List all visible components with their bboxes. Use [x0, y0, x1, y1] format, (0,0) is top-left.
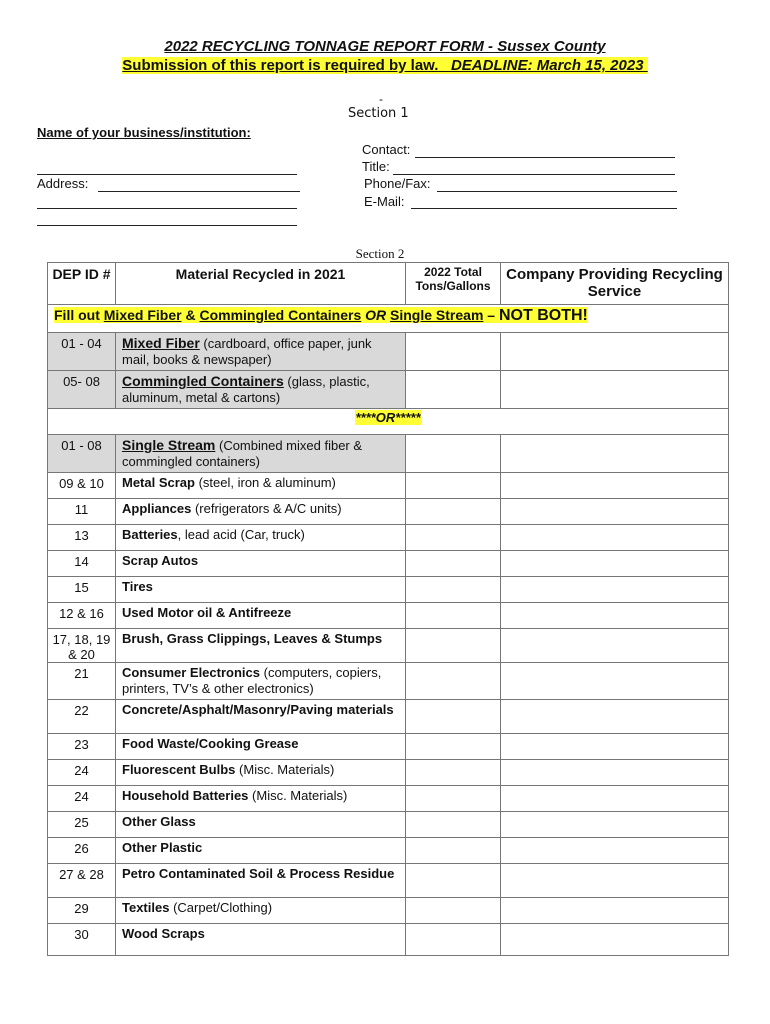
or-label: ****OR***** — [355, 410, 421, 425]
material-cell — [116, 760, 406, 786]
dep-id-cell: 13 — [48, 525, 116, 551]
material-cell — [116, 812, 406, 838]
material-name: Tires — [122, 579, 153, 594]
material-name: Single Stream — [122, 437, 216, 453]
dep-id-cell: 17, 18, 19 & 20 — [48, 629, 116, 663]
tons-input-cell[interactable] — [406, 551, 501, 577]
company-input-cell[interactable] — [501, 435, 729, 473]
material-cell — [116, 864, 406, 898]
address-field-2[interactable] — [37, 208, 297, 209]
table-row — [48, 551, 729, 577]
tons-input-cell[interactable] — [406, 371, 501, 409]
material-name: Scrap Autos — [122, 553, 199, 568]
tons-input-cell[interactable] — [406, 435, 501, 473]
section2-heading: Section 2 — [355, 246, 405, 261]
material-cell — [116, 525, 406, 551]
dep-id-cell: 24 — [48, 760, 116, 786]
company-input-cell[interactable] — [501, 577, 729, 603]
material-name: Other Plastic — [122, 840, 203, 855]
company-input-cell[interactable] — [501, 333, 729, 371]
material-name: Appliances — [122, 501, 192, 516]
tons-input-cell[interactable] — [406, 734, 501, 760]
material-desc: (Misc. Materials) — [248, 788, 348, 803]
table-row — [48, 371, 729, 409]
tons-input-cell[interactable] — [406, 700, 501, 734]
table-row — [48, 629, 729, 663]
material-desc: (Carpet/Clothing) — [169, 900, 273, 915]
material-cell — [116, 551, 406, 577]
company-input-cell[interactable] — [501, 525, 729, 551]
company-input-cell[interactable] — [501, 812, 729, 838]
table-row — [48, 603, 729, 629]
material-name: Other Glass — [122, 814, 196, 829]
material-cell — [116, 898, 406, 924]
material-cell — [116, 700, 406, 734]
col-company: Company Providing Recycling Service — [501, 263, 729, 305]
company-input-cell[interactable] — [501, 734, 729, 760]
contact-label: Contact: — [362, 142, 411, 157]
material-desc: (cardboard, office paper, junk mail, books & newspaper) — [122, 336, 372, 367]
tons-input-cell[interactable] — [406, 898, 501, 924]
dep-id-cell: 14 — [48, 551, 116, 577]
tonnage-table — [47, 262, 729, 956]
material-desc: (glass, plastic, aluminum, metal & cartons) — [122, 374, 370, 405]
tons-input-cell[interactable] — [406, 663, 501, 700]
title-label: Title: — [362, 159, 390, 174]
dep-id-cell: 30 — [48, 924, 116, 956]
material-desc: (Misc. Materials) — [235, 762, 335, 777]
dep-id-cell: 05- 08 — [48, 371, 116, 409]
material-name: Petro Contaminated Soil & Process Residue — [122, 866, 395, 881]
material-name: Commingled Containers — [122, 373, 284, 389]
material-cell — [116, 473, 406, 499]
col-material: Material Recycled in 2021 — [116, 263, 406, 305]
table-row — [48, 333, 729, 371]
company-input-cell[interactable] — [501, 473, 729, 499]
deadline-text: DEADLINE: March 15, 2023 — [450, 57, 644, 74]
company-input-cell[interactable] — [501, 898, 729, 924]
material-name: Food Waste/Cooking Grease — [122, 736, 299, 751]
table-row — [48, 924, 729, 956]
business-name-label: Name of your business/institution: — [37, 125, 251, 140]
dep-id-cell: 15 — [48, 577, 116, 603]
contact-field[interactable] — [415, 157, 675, 158]
table-row — [48, 700, 729, 734]
dep-id-cell: 27 & 28 — [48, 864, 116, 898]
material-desc: (Combined mixed fiber & commingled containers) — [122, 438, 363, 469]
material-cell — [116, 734, 406, 760]
company-input-cell[interactable] — [501, 663, 729, 700]
table-row — [48, 499, 729, 525]
email-field[interactable] — [411, 208, 677, 209]
company-input-cell[interactable] — [501, 864, 729, 898]
section1-heading: Section 1 — [348, 106, 409, 121]
tons-input-cell[interactable] — [406, 812, 501, 838]
company-input-cell[interactable] — [501, 760, 729, 786]
table-row — [48, 473, 729, 499]
company-input-cell[interactable] — [501, 786, 729, 812]
dep-id-cell: 11 — [48, 499, 116, 525]
phone-field[interactable] — [437, 191, 677, 192]
dep-id-cell: 01 - 08 — [48, 435, 116, 473]
tons-input-cell[interactable] — [406, 760, 501, 786]
business-name-field[interactable] — [37, 174, 297, 175]
dep-id-cell: 23 — [48, 734, 116, 760]
notice-text: Submission of this report is required by law. — [122, 57, 439, 74]
company-input-cell[interactable] — [501, 603, 729, 629]
material-name: Metal Scrap — [122, 475, 195, 490]
tons-input-cell[interactable] — [406, 629, 501, 663]
material-name: Concrete/Asphalt/Masonry/Paving materials — [122, 702, 394, 717]
tons-input-cell[interactable] — [406, 924, 501, 956]
section1-mark: - — [379, 92, 383, 106]
material-cell — [116, 435, 406, 473]
table-row — [48, 812, 729, 838]
material-name: Used Motor oil & Antifreeze — [122, 605, 292, 620]
address-field-3[interactable] — [37, 225, 297, 226]
tons-input-cell[interactable] — [406, 838, 501, 864]
address-label: Address: — [37, 176, 89, 191]
phone-label: Phone/Fax: — [364, 176, 431, 191]
table-row — [48, 435, 729, 473]
table-row — [48, 663, 729, 700]
dep-id-cell: 24 — [48, 786, 116, 812]
material-cell — [116, 371, 406, 409]
dep-id-cell: 12 & 16 — [48, 603, 116, 629]
table-row — [48, 864, 729, 898]
tons-input-cell[interactable] — [406, 499, 501, 525]
tons-input-cell[interactable] — [406, 603, 501, 629]
tons-input-cell[interactable] — [406, 864, 501, 898]
table-row — [48, 838, 729, 864]
company-input-cell[interactable] — [501, 629, 729, 663]
material-name: Textiles — [122, 900, 170, 915]
address-field-1[interactable] — [98, 191, 300, 192]
material-cell — [116, 333, 406, 371]
form-title: 2022 RECYCLING TONNAGE REPORT FORM - Sussex County — [164, 38, 606, 55]
material-cell — [116, 499, 406, 525]
material-cell — [116, 838, 406, 864]
table-row — [48, 577, 729, 603]
company-input-cell[interactable] — [501, 838, 729, 864]
material-desc: (computers, copiers, printers, TV’s & other electronics) — [122, 665, 382, 696]
company-input-cell[interactable] — [501, 499, 729, 525]
material-cell — [116, 603, 406, 629]
material-name: Household Batteries — [122, 788, 249, 803]
table-row — [48, 734, 729, 760]
instruction-text: Fill out Mixed Fiber & Commingled Containers OR Single Stream – NOT BOTH! — [54, 307, 588, 324]
table-row — [48, 786, 729, 812]
company-input-cell[interactable] — [501, 700, 729, 734]
material-cell — [116, 629, 406, 663]
material-desc: , lead acid (Car, truck) — [177, 527, 305, 542]
tons-input-cell[interactable] — [406, 786, 501, 812]
table-header-row — [48, 263, 729, 305]
tons-input-cell[interactable] — [406, 525, 501, 551]
material-name: Brush, Grass Clippings, Leaves & Stumps — [122, 631, 383, 646]
dep-id-cell: 09 & 10 — [48, 473, 116, 499]
material-name: Mixed Fiber — [122, 335, 200, 351]
material-name: Consumer Electronics — [122, 665, 260, 680]
instruction-row — [48, 305, 729, 333]
dep-id-cell: 01 - 04 — [48, 333, 116, 371]
material-name: Fluorescent Bulbs — [122, 762, 236, 777]
form-notice — [0, 57, 770, 74]
material-name: Batteries — [122, 527, 178, 542]
company-input-cell[interactable] — [501, 551, 729, 577]
material-cell — [116, 924, 406, 956]
material-name: Wood Scraps — [122, 926, 205, 941]
tons-input-cell[interactable] — [406, 473, 501, 499]
or-row — [48, 409, 729, 435]
material-cell — [116, 663, 406, 700]
material-desc: (steel, iron & aluminum) — [194, 475, 336, 490]
table-row — [48, 898, 729, 924]
col-tons: 2022 Total Tons/Gallons — [406, 263, 501, 305]
dep-id-cell: 29 — [48, 898, 116, 924]
email-label: E-Mail: — [364, 194, 405, 209]
dep-id-cell: 25 — [48, 812, 116, 838]
col-dep-id: DEP ID # — [48, 263, 116, 305]
company-input-cell[interactable] — [501, 924, 729, 956]
dep-id-cell: 22 — [48, 700, 116, 734]
tons-input-cell[interactable] — [406, 577, 501, 603]
company-input-cell[interactable] — [501, 371, 729, 409]
table-row — [48, 760, 729, 786]
material-cell — [116, 786, 406, 812]
material-desc: (refrigerators & A/C units) — [191, 501, 342, 516]
dep-id-cell: 26 — [48, 838, 116, 864]
tons-input-cell[interactable] — [406, 333, 501, 371]
title-field[interactable] — [393, 174, 675, 175]
material-cell — [116, 577, 406, 603]
table-row — [48, 525, 729, 551]
dep-id-cell: 21 — [48, 663, 116, 700]
